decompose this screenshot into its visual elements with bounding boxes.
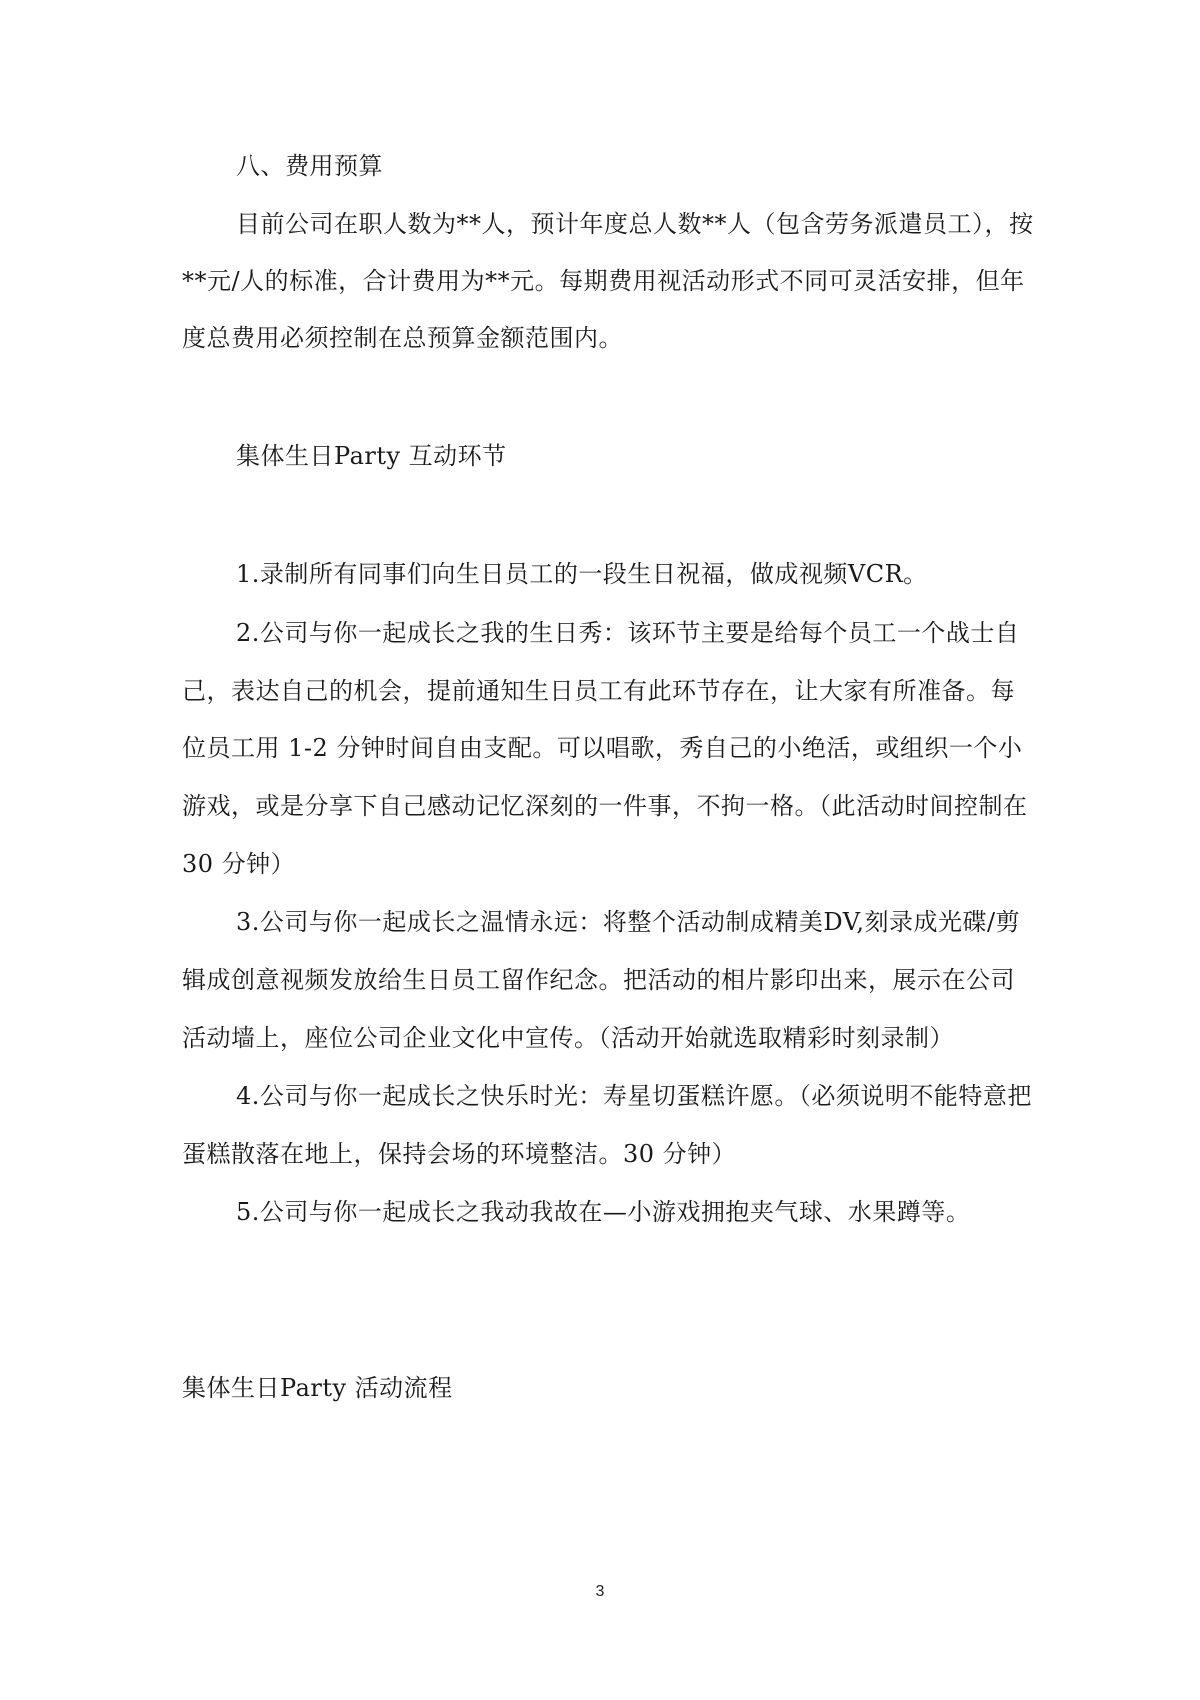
item-2-line-3: 位员工用 1-2 分钟时间自由支配。可以唱歌，秀自己的小绝活，或组织一个小: [182, 734, 1023, 762]
item-2-line-1: 2.公司与你一起成长之我的生日秀：该环节主要是给每个员工一个战士自: [236, 619, 1020, 647]
item-3-line-3: 活动墙上，座位公司企业文化中宣传。（活动开始就选取精彩时刻录制）: [182, 1024, 954, 1052]
item-4-line-2: 蛋糕散落在地上，保持会场的环境整洁。30 分钟）: [182, 1140, 737, 1168]
item-3-line-2: 辑成创意视频发放给生日员工留作纪念。把活动的相片影印出来，展示在公司: [182, 966, 1015, 994]
item-2-line-2: 己，表达自己的机会，提前通知生日员工有此环节存在，让大家有所准备。每: [182, 677, 1015, 705]
budget-paragraph-line-3: 度总费用必须控制在总预算金额范围内。: [182, 324, 623, 352]
item-4-line-1: 4.公司与你一起成长之快乐时光：寿星切蛋糕许愿。（必须说明不能特意把: [236, 1082, 1032, 1110]
item-5-line-1: 5.公司与你一起成长之我动我故在—小游戏拥抱夹气球、水果蹲等。: [236, 1198, 971, 1226]
item-2-line-5: 30 分钟）: [182, 850, 296, 878]
item-3-line-1: 3.公司与你一起成长之温情永远：将整个活动制成精美DV,刻录成光碟/剪: [236, 908, 1021, 936]
flow-title: 集体生日Party 活动流程: [182, 1374, 453, 1402]
item-2-line-4: 游戏，或是分享下自己感动记忆深刻的一件事，不拘一格。（此活动时间控制在: [182, 792, 1028, 820]
page-number: 3: [595, 1583, 605, 1600]
section-heading: 八、费用预算: [236, 152, 383, 180]
item-1-line-1: 1.录制所有同事们向生日员工的一段生日祝福，做成视频VCR。: [236, 560, 928, 588]
budget-paragraph-line-2: **元/人的标准，合计费用为**元。每期费用视活动形式不同可灵活安排，但年: [182, 267, 1025, 295]
interaction-title: 集体生日Party 互动环节: [236, 442, 507, 470]
budget-paragraph-line-1: 目前公司在职人数为**人，预计年度总人数**人（包含劳务派遣员工），按: [236, 210, 1034, 238]
